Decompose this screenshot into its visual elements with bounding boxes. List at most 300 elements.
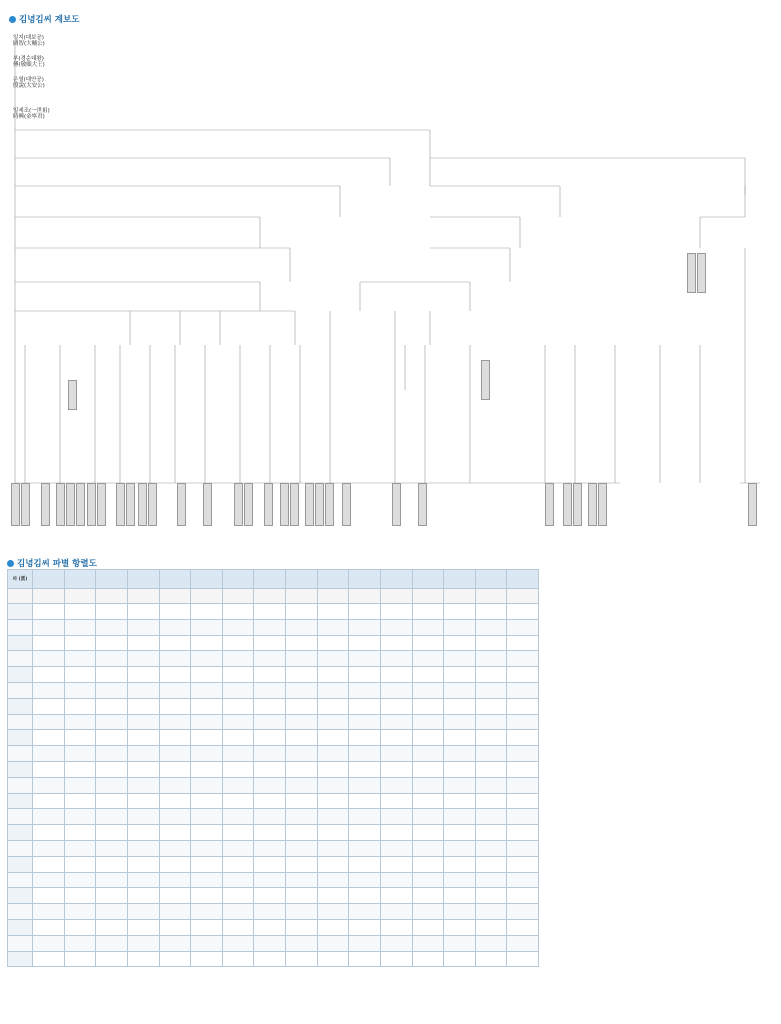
table-cell: [33, 935, 65, 951]
branch-box: [315, 483, 324, 526]
table-cell: [507, 872, 539, 888]
table-cell: [412, 698, 444, 714]
table-cell: [159, 951, 191, 967]
generation-label: [8, 809, 33, 825]
generation-label: [8, 840, 33, 856]
table-cell: [159, 619, 191, 635]
table-cell: [96, 856, 128, 872]
table-cell: [64, 746, 96, 762]
table-row: [8, 635, 539, 651]
table-cell: [96, 635, 128, 651]
table-cell: [222, 825, 254, 841]
branch-box: [325, 483, 334, 526]
branch-box: [342, 483, 351, 526]
table-cell: [254, 667, 286, 683]
table-cell: [64, 951, 96, 967]
table-row: [8, 904, 539, 920]
table-cell: [317, 825, 349, 841]
subheader-cell: [222, 589, 254, 604]
subheader-cell: [444, 589, 476, 604]
table-cell: [475, 714, 507, 730]
table-cell: [286, 604, 318, 620]
table-cell: [96, 872, 128, 888]
table-cell: [317, 714, 349, 730]
table-cell: [317, 730, 349, 746]
table-cell: [349, 809, 381, 825]
table-cell: [33, 619, 65, 635]
table-cell: [127, 635, 159, 651]
table-cell: [191, 856, 223, 872]
table-cell: [380, 651, 412, 667]
table-cell: [64, 904, 96, 920]
table-cell: [33, 872, 65, 888]
table-cell: [64, 619, 96, 635]
table-cell: [222, 919, 254, 935]
table-cell: [286, 777, 318, 793]
table-cell: [507, 604, 539, 620]
branch-box: [573, 483, 582, 526]
branch-box: [68, 380, 77, 410]
table-cell: [254, 888, 286, 904]
table-cell: [159, 651, 191, 667]
table-cell: [222, 730, 254, 746]
branch-box: [418, 483, 427, 526]
table-cell: [64, 777, 96, 793]
header-cell: [64, 570, 96, 589]
table-cell: [380, 935, 412, 951]
table-cell: [191, 904, 223, 920]
table-cell: [159, 825, 191, 841]
branch-box: [76, 483, 85, 526]
table-cell: [159, 746, 191, 762]
table-cell: [191, 730, 223, 746]
table-row: [8, 825, 539, 841]
table-cell: [507, 746, 539, 762]
header-cell: [412, 570, 444, 589]
table-cell: [380, 746, 412, 762]
table-cell: [317, 667, 349, 683]
table-cell: [159, 761, 191, 777]
table-cell: [475, 682, 507, 698]
table-cell: [507, 730, 539, 746]
generation-label: [8, 919, 33, 935]
table-cell: [254, 872, 286, 888]
table-cell: [254, 935, 286, 951]
branch-box: [116, 483, 125, 526]
table-cell: [317, 698, 349, 714]
table-cell: [286, 919, 318, 935]
table-cell: [191, 951, 223, 967]
table-cell: [444, 809, 476, 825]
subheader-cell: [507, 589, 539, 604]
lineage-label: 은열(대안공) 殷說(大安公): [13, 77, 45, 89]
table-cell: [412, 714, 444, 730]
table-cell: [317, 840, 349, 856]
branch-box: [563, 483, 572, 526]
table-cell: [317, 935, 349, 951]
table-cell: [96, 840, 128, 856]
table-cell: [475, 651, 507, 667]
table-cell: [286, 667, 318, 683]
table-cell: [222, 951, 254, 967]
table-subheader-row: [8, 589, 539, 604]
table-cell: [222, 793, 254, 809]
table-cell: [159, 904, 191, 920]
table-cell: [349, 651, 381, 667]
subheader-cell: [8, 589, 33, 604]
branch-box: [148, 483, 157, 526]
table-cell: [507, 698, 539, 714]
table-cell: [507, 761, 539, 777]
table-cell: [254, 682, 286, 698]
table-title: [7, 557, 97, 569]
branch-box: [177, 483, 186, 526]
table-cell: [33, 888, 65, 904]
table-cell: [254, 825, 286, 841]
table-cell: [475, 888, 507, 904]
table-cell: [444, 951, 476, 967]
table-cell: [254, 919, 286, 935]
table-row: [8, 872, 539, 888]
table-cell: [191, 840, 223, 856]
table-cell: [349, 904, 381, 920]
table-cell: [127, 951, 159, 967]
table-cell: [96, 951, 128, 967]
table-row: [8, 651, 539, 667]
branch-box: [290, 483, 299, 526]
subheader-cell: [64, 589, 96, 604]
table-cell: [380, 777, 412, 793]
table-cell: [127, 761, 159, 777]
table-cell: [317, 635, 349, 651]
table-cell: [159, 667, 191, 683]
table-cell: [254, 856, 286, 872]
table-cell: [254, 793, 286, 809]
table-cell: [159, 698, 191, 714]
table-cell: [507, 714, 539, 730]
table-cell: [349, 619, 381, 635]
generation-label: [8, 935, 33, 951]
branch-box: [234, 483, 243, 526]
table-cell: [317, 888, 349, 904]
table-cell: [444, 793, 476, 809]
table-cell: [64, 604, 96, 620]
table-cell: [380, 904, 412, 920]
table-cell: [412, 856, 444, 872]
table-cell: [191, 604, 223, 620]
table-cell: [380, 809, 412, 825]
table-cell: [33, 904, 65, 920]
table-row: [8, 935, 539, 951]
table-cell: [254, 604, 286, 620]
table-cell: [33, 840, 65, 856]
table-cell: [444, 919, 476, 935]
table-cell: [286, 730, 318, 746]
table-cell: [64, 698, 96, 714]
table-cell: [475, 840, 507, 856]
table-cell: [475, 635, 507, 651]
table-cell: [412, 604, 444, 620]
generation-label: [8, 619, 33, 635]
table-cell: [444, 604, 476, 620]
table-cell: [64, 935, 96, 951]
table-cell: [349, 604, 381, 620]
table-cell: [317, 809, 349, 825]
generation-label: [8, 856, 33, 872]
table-cell: [380, 825, 412, 841]
table-row: [8, 682, 539, 698]
table-cell: [475, 872, 507, 888]
table-cell: [380, 619, 412, 635]
table-cell: [96, 714, 128, 730]
header-cell: [380, 570, 412, 589]
table-row: [8, 667, 539, 683]
table-cell: [191, 651, 223, 667]
table-cell: [33, 919, 65, 935]
generation-label: [8, 730, 33, 746]
table-cell: [64, 809, 96, 825]
table-row: [8, 840, 539, 856]
table-cell: [507, 840, 539, 856]
generation-label: [8, 714, 33, 730]
table-cell: [412, 904, 444, 920]
header-cell: [127, 570, 159, 589]
table-cell: [191, 935, 223, 951]
generation-label: [8, 604, 33, 620]
branch-box: [697, 253, 706, 293]
table-cell: [475, 793, 507, 809]
table-row: [8, 777, 539, 793]
table-cell: [127, 746, 159, 762]
table-cell: [96, 667, 128, 683]
table-cell: [254, 840, 286, 856]
branch-box: [588, 483, 597, 526]
table-cell: [127, 935, 159, 951]
subheader-cell: [475, 589, 507, 604]
table-body: [8, 604, 539, 967]
generation-table: [7, 569, 539, 967]
table-cell: [380, 698, 412, 714]
table-cell: [64, 651, 96, 667]
table-cell: [191, 761, 223, 777]
table-cell: [96, 919, 128, 935]
table-row: [8, 730, 539, 746]
table-cell: [127, 856, 159, 872]
table-cell: [444, 888, 476, 904]
table-cell: [222, 935, 254, 951]
table-cell: [444, 730, 476, 746]
table-cell: [286, 935, 318, 951]
table-cell: [127, 919, 159, 935]
table-cell: [507, 935, 539, 951]
table-cell: [191, 888, 223, 904]
table-cell: [475, 604, 507, 620]
table-cell: [254, 619, 286, 635]
table-cell: [96, 698, 128, 714]
subheader-cell: [191, 589, 223, 604]
table-cell: [222, 667, 254, 683]
table-cell: [96, 793, 128, 809]
table-cell: [349, 951, 381, 967]
table-cell: [507, 825, 539, 841]
table-cell: [286, 761, 318, 777]
table-cell: [475, 761, 507, 777]
table-cell: [33, 651, 65, 667]
table-cell: [444, 698, 476, 714]
table-cell: [380, 872, 412, 888]
generation-label: [8, 872, 33, 888]
table-cell: [380, 793, 412, 809]
table-cell: [127, 888, 159, 904]
table-cell: [33, 714, 65, 730]
table-cell: [507, 651, 539, 667]
table-row: [8, 761, 539, 777]
table-cell: [286, 872, 318, 888]
branch-box: [305, 483, 314, 526]
table-cell: [127, 682, 159, 698]
table-cell: [254, 746, 286, 762]
table-cell: [475, 619, 507, 635]
table-cell: [159, 919, 191, 935]
table-cell: [33, 777, 65, 793]
table-cell: [159, 635, 191, 651]
table-cell: [33, 635, 65, 651]
table-row: [8, 951, 539, 967]
subheader-cell: [254, 589, 286, 604]
table-cell: [475, 667, 507, 683]
header-cell: [317, 570, 349, 589]
table-cell: [317, 619, 349, 635]
bullet-icon: [7, 560, 14, 567]
table-cell: [507, 682, 539, 698]
table-cell: [349, 919, 381, 935]
table-cell: [159, 888, 191, 904]
table-cell: [64, 919, 96, 935]
branch-box: [280, 483, 289, 526]
table-cell: [412, 840, 444, 856]
table-cell: [33, 604, 65, 620]
table-cell: [222, 746, 254, 762]
table-cell: [96, 651, 128, 667]
table-cell: [317, 904, 349, 920]
table-cell: [475, 809, 507, 825]
table-cell: [191, 809, 223, 825]
table-row: [8, 604, 539, 620]
table-cell: [64, 825, 96, 841]
branch-box: [97, 483, 106, 526]
header-cell: [159, 570, 191, 589]
table-cell: [96, 809, 128, 825]
table-cell: [507, 888, 539, 904]
table-cell: [222, 698, 254, 714]
table-row: [8, 619, 539, 635]
table-cell: [317, 919, 349, 935]
table-cell: [412, 619, 444, 635]
generation-label: [8, 651, 33, 667]
table-header-row: [8, 570, 539, 589]
table-cell: [33, 698, 65, 714]
branch-box: [748, 483, 757, 526]
table-cell: [127, 619, 159, 635]
table-cell: [349, 667, 381, 683]
table-cell: [507, 919, 539, 935]
table-cell: [349, 840, 381, 856]
table-cell: [64, 888, 96, 904]
table-cell: [349, 761, 381, 777]
table-cell: [349, 746, 381, 762]
table-cell: [127, 698, 159, 714]
header-cell: [507, 570, 539, 589]
table-cell: [475, 951, 507, 967]
table-cell: [127, 730, 159, 746]
table-cell: [444, 840, 476, 856]
table-cell: [254, 651, 286, 667]
table-cell: [444, 714, 476, 730]
table-title-text: 김녕김씨 파별 항렬도: [17, 559, 97, 569]
table-cell: [380, 888, 412, 904]
subheader-cell: [159, 589, 191, 604]
table-cell: [286, 698, 318, 714]
subheader-cell: [286, 589, 318, 604]
table-cell: [475, 698, 507, 714]
table-cell: [64, 840, 96, 856]
table-cell: [159, 793, 191, 809]
branch-box: [203, 483, 212, 526]
branch-box: [126, 483, 135, 526]
table-cell: [222, 904, 254, 920]
table-cell: [412, 935, 444, 951]
table-cell: [222, 635, 254, 651]
table-cell: [159, 809, 191, 825]
table-cell: [475, 935, 507, 951]
table-cell: [64, 872, 96, 888]
subheader-cell: [127, 589, 159, 604]
table-cell: [317, 761, 349, 777]
branch-box: [687, 253, 696, 293]
table-row: [8, 746, 539, 762]
branch-box: [264, 483, 273, 526]
table-cell: [317, 746, 349, 762]
branch-box: [138, 483, 147, 526]
table-cell: [191, 746, 223, 762]
table-cell: [444, 619, 476, 635]
table-cell: [159, 714, 191, 730]
table-cell: [507, 619, 539, 635]
table-cell: [254, 730, 286, 746]
table-cell: [96, 619, 128, 635]
table-cell: [444, 777, 476, 793]
branch-box: [66, 483, 75, 526]
table-cell: [254, 635, 286, 651]
table-cell: [507, 809, 539, 825]
table-cell: [64, 635, 96, 651]
table-cell: [475, 825, 507, 841]
table-cell: [64, 682, 96, 698]
header-cell: [33, 570, 65, 589]
branch-box: [392, 483, 401, 526]
table-cell: [380, 840, 412, 856]
table-cell: [286, 840, 318, 856]
table-cell: [317, 651, 349, 667]
table-cell: [254, 809, 286, 825]
table-cell: [191, 635, 223, 651]
table-cell: [222, 809, 254, 825]
table-cell: [33, 667, 65, 683]
table-cell: [191, 919, 223, 935]
table-cell: [349, 635, 381, 651]
table-cell: [127, 840, 159, 856]
table-cell: [127, 904, 159, 920]
